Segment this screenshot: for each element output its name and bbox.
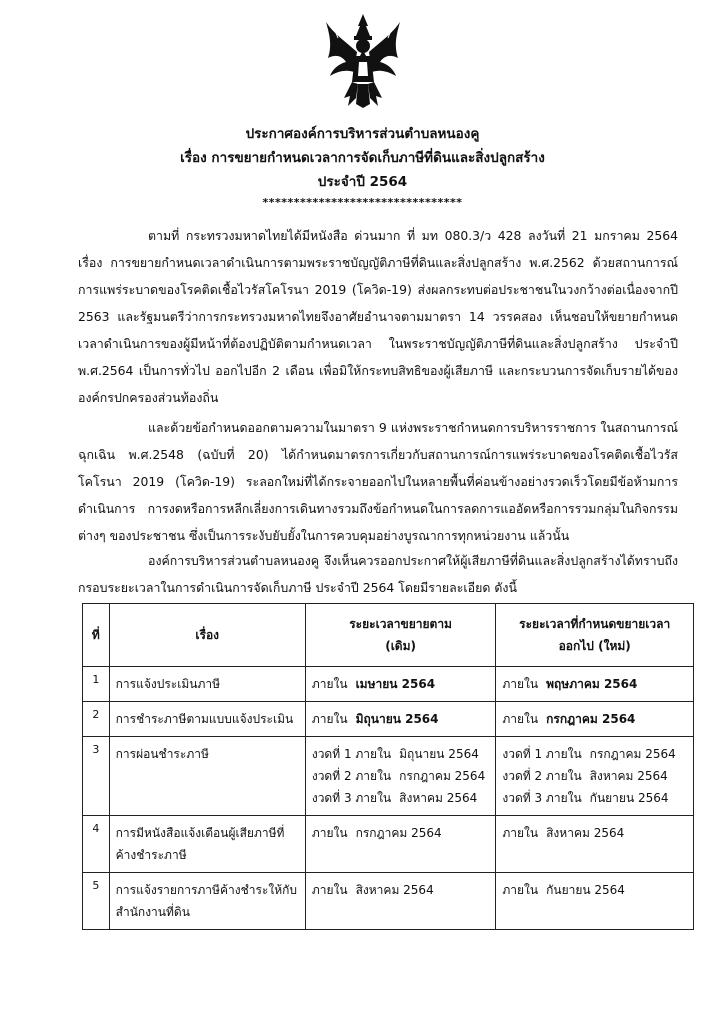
- row-old-period: [305, 702, 496, 737]
- period-entry: [502, 673, 687, 695]
- period-prefix: งวดที่ 3 ภายใน: [311, 791, 392, 805]
- period-prefix: ภายใน: [311, 712, 348, 726]
- period-entry: [502, 879, 687, 901]
- period-entry: [312, 879, 490, 901]
- period-entry: [502, 708, 687, 730]
- period-entry: [502, 822, 687, 844]
- row-subject: [109, 737, 305, 816]
- period-date: กันยายน 2564: [589, 791, 669, 805]
- table-row: [83, 873, 694, 930]
- paragraph-3: องค์การบริหารส่วนตำบลหนองคู จึงเห็นควรออกประกาศให้ผู้เสียภาษีที่ดินและสิ่งปลูกสร้างได้ทราบถึงกรอบระยะเวลาในการดำเนินการจัดเก็บภาษี ประจำปี 2564 โดยมีรายละเอียด ดังนี้: [78, 553, 678, 595]
- table-row: [83, 667, 694, 702]
- header-subject: เรื่อง: [109, 604, 305, 667]
- row-number: 1: [83, 667, 110, 702]
- period-prefix: งวดที่ 2 ภายใน: [311, 769, 392, 783]
- paragraph-2: และด้วยข้อกำหนดออกตามความในมาตรา 9 แห่งพระราชกำหนดการบริหารราชการ ในสถานการณ์ฉุกเฉิน พ.ศ.2548 (ฉบับที่ 20) ได้กำหนดมาตรการเกี่ยวกับสถานการณ์การแพร่ระบาดของโรคติดเชื้อไวรัสโคโรนา 2019 (โควิด-19) ระลอกใหม่ที่ได้กระจายออกไปในหลายพื้นที่ค่อนข้างอย่างรวดเร็วโดยมีข้อห้ามการดำเนินการ การงดหรือการหลีกเลี่ยงการเดินทางรวมถึงข้อกำหนดในการลดการแออัดหรือการรวมกลุ่มในกิจกรรมต่างๆ ของประชาชน ซึ่งเป็นการระงับยับยั้งในการควบคุมอย่างบูรณาการทุกหน่วยงาน แล้วนั้น: [78, 420, 678, 543]
- period-date: มิถุนายน 2564: [399, 747, 479, 761]
- period-entry: [502, 787, 687, 809]
- period-date: กรกฎาคม 2564: [546, 712, 636, 726]
- row-subject-line: ค้างชำระภาษี: [115, 848, 187, 862]
- period-entry: [312, 787, 490, 809]
- period-date: กรกฎาคม 2564: [399, 769, 486, 783]
- table-header-row: [83, 604, 694, 667]
- row-number: 3: [83, 737, 110, 816]
- schedule-table: [82, 603, 694, 930]
- row-old-period: [305, 737, 496, 816]
- header-no: ที่: [83, 604, 110, 667]
- row-new-period: [496, 667, 694, 702]
- row-subject-line: การชำระภาษีตามแบบแจ้งประเมิน: [115, 712, 294, 726]
- period-prefix: ภายใน: [502, 712, 539, 726]
- row-old-period: [305, 816, 496, 873]
- header-old-period: [305, 604, 496, 667]
- period-entry: [312, 822, 490, 844]
- paragraph-1: ตามที่ กระทรวงมหาดไทยได้มีหนังสือ ด่วนมาก ที่ มท 080.3/ว 428 ลงวันที่ 21 มกราคม 2564 เรื่อง การขยายกำหนดเวลาดำเนินการตามพระราชบัญญัติภาษีที่ดินและสิ่งปลูกสร้าง พ.ศ.2562 ด้วยสถานการณ์การแพร่ระบาดของโรคติดเชื้อไวรัสโคโรนา 2019 (โควิด-19) ส่งผลกระทบต่อประชาชนในวงกว้างต่อเนื่องจากปี 2563 และรัฐมนตรีว่าการกระทรวงมหาดไทยจึงอาศัยอำนาจตามมาตรา 14 วรรคสอง เห็นชอบให้ขยายกำหนดเวลาดำเนินการของผู้มีหน้าที่ต้องปฏิบัติตามกำหนดเวลา ในพระราชบัญญัติภาษีที่ดินและสิ่งปลูกสร้าง ประจำปี พ.ศ.2564 เป็นการทั่วไป ออกไปอีก 2 เดือน เพื่อมิให้กระทบสิทธิของผู้เสียภาษี และกระบวนการจัดเก็บรายได้ขององค์กรปกครองส่วนท้องถิ่น: [78, 228, 678, 405]
- period-entry: [312, 708, 490, 730]
- period-prefix: งวดที่ 1 ภายใน: [502, 747, 582, 761]
- row-number: 4: [83, 816, 110, 873]
- period-date: เมษายน 2564: [355, 677, 436, 691]
- row-new-period: [496, 816, 694, 873]
- separator-line: ********************************: [262, 196, 463, 209]
- table-row: [83, 816, 694, 873]
- row-old-period: [305, 667, 496, 702]
- period-prefix: งวดที่ 3 ภายใน: [502, 791, 582, 805]
- announcement-title: ประกาศองค์การบริหารส่วนตำบลหนองคู: [245, 126, 480, 142]
- period-date: กรกฎาคม 2564: [355, 826, 442, 840]
- period-entry: [502, 765, 687, 787]
- row-old-period: [305, 873, 496, 930]
- announcement-year: ประจำปี 2564: [317, 174, 408, 190]
- period-prefix: งวดที่ 2 ภายใน: [502, 769, 582, 783]
- period-prefix: งวดที่ 1 ภายใน: [311, 747, 392, 761]
- row-number: 5: [83, 873, 110, 930]
- period-entry: [312, 673, 490, 695]
- period-date: พฤษภาคม 2564: [546, 677, 638, 691]
- period-prefix: ภายใน: [311, 826, 348, 840]
- row-subject: [109, 667, 305, 702]
- period-date: กันยายน 2564: [546, 883, 625, 897]
- period-prefix: ภายใน: [502, 826, 539, 840]
- header-new-line1: ระยะเวลาที่กำหนดขยายเวลา: [519, 617, 671, 631]
- row-new-period: [496, 737, 694, 816]
- period-date: สิงหาคม 2564: [399, 791, 478, 805]
- header-old-line2: (เดิม): [385, 639, 416, 653]
- header-new-line2: ออกไป (ใหม่): [558, 639, 631, 653]
- header-new-period: [496, 604, 694, 667]
- row-subject: [109, 702, 305, 737]
- period-prefix: ภายใน: [502, 883, 539, 897]
- period-date: สิงหาคม 2564: [589, 769, 668, 783]
- period-date: สิงหาคม 2564: [355, 883, 434, 897]
- period-entry: [502, 743, 687, 765]
- period-entry: [312, 765, 490, 787]
- period-date: มิถุนายน 2564: [355, 712, 439, 726]
- period-prefix: ภายใน: [502, 677, 539, 691]
- row-subject-line: การแจ้งประเมินภาษี: [115, 677, 221, 691]
- period-prefix: ภายใน: [311, 677, 348, 691]
- row-subject: [109, 816, 305, 873]
- period-entry: [312, 743, 490, 765]
- row-number: 2: [83, 702, 110, 737]
- header-old-line1: ระยะเวลาขยายตาม: [349, 617, 452, 631]
- row-subject-line: การผ่อนชำระภาษี: [115, 747, 209, 761]
- row-subject-line: การมีหนังสือแจ้งเตือนผู้เสียภาษีที่: [115, 826, 285, 840]
- row-subject: [109, 873, 305, 930]
- row-subject-line: สำนักงานที่ดิน: [115, 905, 190, 919]
- period-date: สิงหาคม 2564: [546, 826, 625, 840]
- period-prefix: ภายใน: [311, 883, 348, 897]
- table-row: [83, 702, 694, 737]
- announcement-subject: เรื่อง การขยายกำหนดเวลาการจัดเก็บภาษีที่ดินและสิ่งปลูกสร้าง: [180, 150, 545, 166]
- garuda-emblem-icon: [324, 12, 402, 110]
- row-new-period: [496, 702, 694, 737]
- table-row: [83, 737, 694, 816]
- row-subject-line: การแจ้งรายการภาษีค้างชำระให้กับ: [115, 883, 298, 897]
- row-new-period: [496, 873, 694, 930]
- period-date: กรกฎาคม 2564: [589, 747, 676, 761]
